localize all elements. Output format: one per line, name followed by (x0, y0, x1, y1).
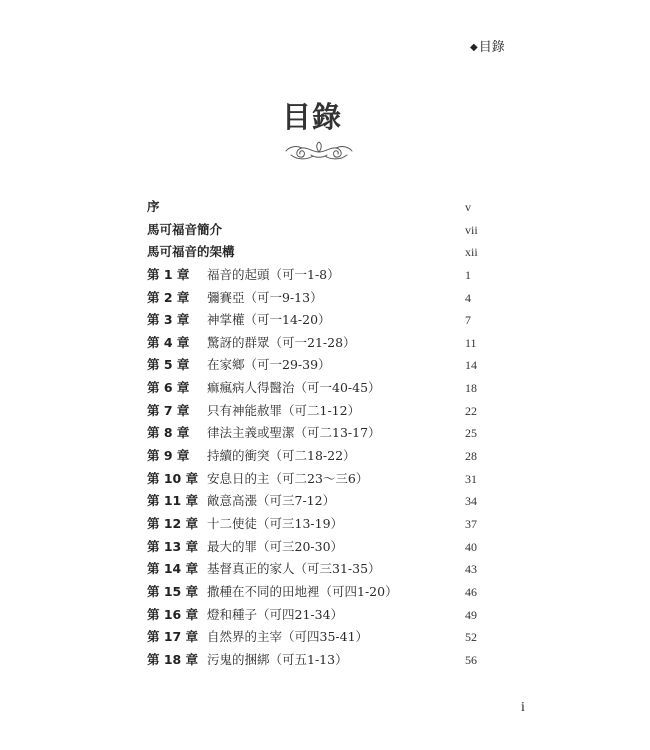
toc-entry (0, 536, 650, 559)
toc-entry-title: 敵意高漲（可三7-12） (207, 493, 336, 509)
toc-entry-label: 第 10 章 (147, 470, 199, 486)
toc-entry-label: 第 16 章 (147, 606, 199, 622)
toc-entry (0, 445, 650, 468)
toc-entry (0, 490, 650, 513)
toc-entry-page-number: 11 (465, 335, 477, 350)
toc-entry-title: 律法主義或聖潔（可二13-17） (207, 425, 381, 441)
toc-entry-label: 第 9 章 (147, 448, 190, 464)
toc-entry-label: 序 (147, 199, 160, 214)
toc-entry-label: 第 8 章 (147, 425, 190, 441)
toc-entry (0, 377, 650, 400)
page-title: 目錄 (281, 100, 342, 134)
toc-entry-title: 持續的衝突（可二18-22） (207, 448, 356, 464)
toc-entry-page-number: 46 (465, 584, 477, 599)
toc-entry-title: 基督真正的家人（可三31-35） (207, 561, 381, 577)
toc-entry-label: 馬可福音的架構 (147, 244, 235, 260)
toc-entry-label: 第 11 章 (147, 493, 199, 509)
toc-entry-title: 福音的起頭（可一1-8） (207, 266, 340, 282)
toc-entry-label: 第 12 章 (147, 515, 199, 531)
toc-entry (0, 626, 650, 649)
toc-entry-title: 燈和種子（可四21-34） (207, 606, 344, 622)
toc-entry-label: 第 1 章 (147, 266, 190, 282)
toc-entry-label: 第 15 章 (147, 583, 199, 599)
toc-entry-page-number: 31 (465, 471, 477, 486)
toc-entry-label: 第 13 章 (147, 538, 199, 554)
toc-entry-label: 第 3 章 (147, 312, 190, 328)
toc-entry-label: 馬可福音簡介 (147, 221, 223, 237)
toc-entry-page-number: 28 (465, 449, 477, 464)
toc-entry (0, 513, 650, 536)
toc-entry (0, 332, 650, 355)
table-of-contents (0, 196, 650, 671)
toc-entry-label: 第 6 章 (147, 380, 190, 396)
toc-entry-label: 第 7 章 (147, 402, 190, 418)
toc-entry-page-number: 52 (465, 630, 477, 645)
toc-entry-title: 撒種在不同的田地裡（可四1-20） (207, 583, 398, 599)
toc-entry-title: 神掌權（可一14-20） (207, 312, 331, 328)
toc-entry-title: 最大的罪（可三20-30） (207, 538, 344, 554)
running-header (470, 40, 530, 56)
toc-entry-title: 安息日的主（可二23～三6） (207, 470, 369, 486)
toc-entry (0, 604, 650, 627)
toc-entry-title: 污鬼的捆綁（可五1-13） (207, 651, 348, 667)
toc-entry-page-number: 25 (465, 426, 477, 441)
toc-entry-page-number: v (465, 200, 471, 214)
toc-entry-page-number: 4 (465, 290, 471, 305)
toc-entry-label: 第 18 章 (147, 651, 199, 667)
toc-entry-title: 在家鄉（可一29-39） (207, 357, 331, 373)
toc-entry-page-number: 14 (465, 358, 477, 373)
diamond-icon: ◆ (470, 42, 478, 53)
toc-entry (0, 581, 650, 604)
toc-entry-page-number: 56 (465, 652, 477, 667)
toc-entry-page-number: 1 (465, 267, 471, 282)
toc-entry-title: 自然界的主宰（可四35-41） (207, 629, 369, 645)
toc-entry (0, 468, 650, 491)
toc-entry-page-number: 22 (465, 403, 477, 418)
toc-entry-page-number: 37 (465, 516, 477, 531)
toc-entry (0, 558, 650, 581)
toc-entry-page-number: 40 (465, 539, 477, 554)
flourish-ornament-icon (283, 139, 355, 163)
toc-entry-page-number: 43 (465, 562, 477, 577)
toc-entry-page-number: vii (465, 222, 478, 237)
toc-entry-label: 第 17 章 (147, 629, 199, 645)
page-number: i (521, 700, 525, 715)
toc-entry-label: 第 2 章 (147, 289, 190, 305)
toc-entry (0, 422, 650, 445)
toc-entry-page-number: 18 (465, 381, 477, 396)
toc-entry-title: 彌賽亞（可一9-13） (207, 289, 323, 305)
toc-entry (0, 287, 650, 310)
toc-entry-page-number: xii (465, 245, 478, 260)
toc-entry-label: 第 4 章 (147, 334, 190, 350)
toc-entry (0, 649, 650, 672)
toc-entry-page-number: 49 (465, 607, 477, 622)
toc-entry-label: 第 14 章 (147, 561, 199, 577)
toc-entry-label: 第 5 章 (147, 357, 190, 373)
toc-entry (0, 264, 650, 287)
toc-entry (0, 354, 650, 377)
toc-entry-title: 驚訝的群眾（可一21-28） (207, 334, 356, 350)
toc-entry-title: 只有神能赦罪（可二1-12） (207, 402, 361, 418)
running-header-section: 目錄 (478, 40, 505, 55)
toc-entry (0, 309, 650, 332)
toc-entry-page-number: 34 (465, 494, 477, 509)
toc-entry-page-number: 7 (465, 313, 471, 328)
toc-entry-title: 十二使徒（可三13-19） (207, 515, 344, 531)
toc-entry (0, 219, 650, 242)
toc-entry (0, 196, 650, 219)
toc-entry (0, 241, 650, 264)
toc-entry (0, 400, 650, 423)
toc-entry-title: 痲瘋病人得醫治（可一40-45） (207, 380, 381, 396)
